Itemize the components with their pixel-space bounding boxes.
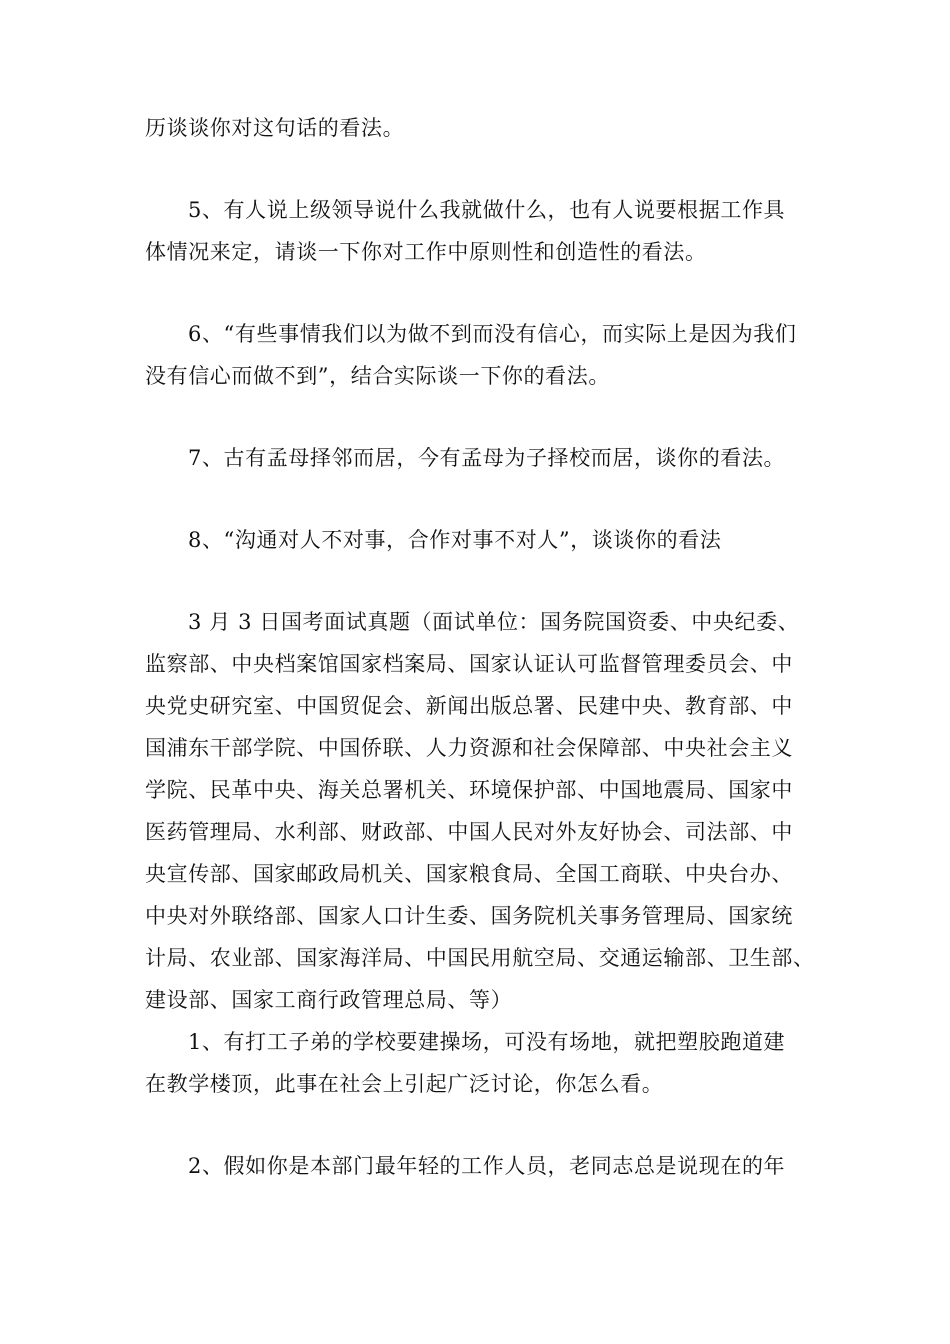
- section-heading-line-3: 央党史研究室、中国贸促会、新闻出版总署、民建中央、教育部、中: [145, 694, 793, 718]
- question-6-line-1: 6、“有些事情我们以为做不到而没有信心，而实际上是因为我们: [188, 322, 797, 346]
- section-heading-line-2: 监察部、中央档案馆国家档案局、国家认证认可监督管理委员会、中: [145, 652, 793, 676]
- section-heading-line-6: 医药管理局、水利部、财政部、中国人民对外友好协会、司法部、中: [145, 820, 793, 844]
- question-5-line-1: 5、有人说上级领导说什么我就做什么，也有人说要根据工作具: [188, 198, 786, 222]
- section-heading-line-8: 中央对外联络部、国家人口计生委、国务院机关事务管理局、国家统: [145, 904, 793, 928]
- section-heading-line-10: 建设部、国家工商行政管理总局、等）: [145, 988, 513, 1012]
- section-heading-line-4: 国浦东干部学院、中国侨联、人力资源和社会保障部、中央社会主义: [145, 736, 793, 760]
- question-7-line-1: 7、古有孟母择邻而居，今有孟母为子择校而居，谈你的看法。: [188, 446, 786, 470]
- question-8-line-1: 8、“沟通对人不对事，合作对事不对人”，谈谈你的看法: [188, 528, 722, 552]
- text-line: 历谈谈你对这句话的看法。: [145, 116, 405, 140]
- section-heading-line-5: 学院、民革中央、海关总署机关、环境保护部、中国地震局、国家中: [145, 778, 793, 802]
- question-6-line-2: 没有信心而做不到”，结合实际谈一下你的看法。: [145, 364, 610, 388]
- section-heading-line-9: 计局、农业部、国家海洋局、中国民用航空局、交通运输部、卫生部、: [145, 946, 815, 970]
- question-5-line-2: 体情况来定，请谈一下你对工作中原则性和创造性的看法。: [145, 240, 707, 264]
- section-heading-line-1: 3 月 3 日国考面试真题（面试单位：国务院国资委、中央纪委、: [188, 610, 800, 634]
- section-heading-line-7: 央宣传部、国家邮政局机关、国家粮食局、全国工商联、中央台办、: [145, 862, 793, 886]
- question-1-line-2: 在教学楼顶，此事在社会上引起广泛讨论，你怎么看。: [145, 1072, 664, 1096]
- question-2-line-1: 2、假如你是本部门最年轻的工作人员，老同志总是说现在的年: [188, 1154, 786, 1178]
- question-1-line-1: 1、有打工子弟的学校要建操场，可没有场地，就把塑胶跑道建: [188, 1030, 786, 1054]
